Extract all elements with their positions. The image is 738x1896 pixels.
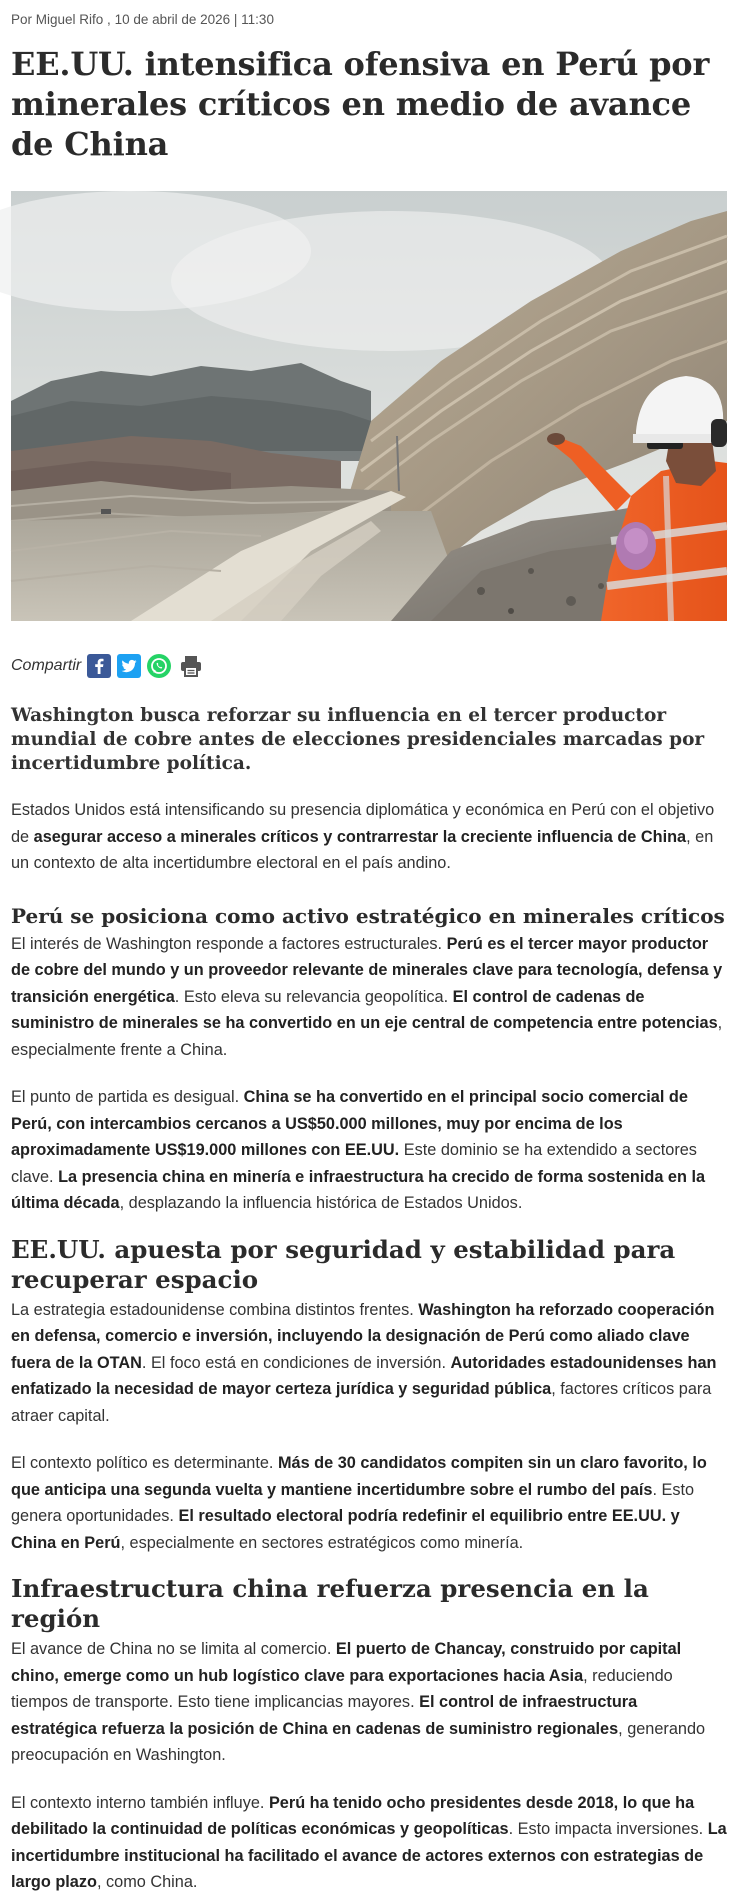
- share-bar: [11, 652, 727, 680]
- section2-paragraph-1: La estrategia estadounidense combina distintos frentes. Washington ha reforzado cooperación en defensa, comercio e inversión, incluyendo la designación de Perú como aliado clave fuera de la OTAN. El foco está en condiciones de inversión. Autoridades estadounidenses han enfatizado la necesidad de mayor certeza jurídica y seguridad pública, factores críticos para atraer capital.: [11, 1300, 717, 1425]
- byline-separator: ,: [103, 12, 115, 27]
- article-title: EE.UU. intensifica ofensiva en Perú por minerales críticos en medio de avance de China: [11, 45, 710, 163]
- print-icon[interactable]: [177, 654, 205, 678]
- article-summary: Washington busca reforzar su influencia en el tercer productor mundial de cobre antes de elecciones presidenciales marcadas por incertidumbre política.: [11, 705, 705, 774]
- intro-paragraph: Estados Unidos está intensificando su presencia diplomática y económica en Perú con el objetivo de asegurar acceso a minerales críticos y contrarrestar la creciente influencia de China, en un contexto de alta incertidumbre electoral en el país andino.: [11, 801, 715, 872]
- section2-paragraph-2: El contexto político es determinante. Más de 30 candidatos compiten sin un claro favorito, lo que anticipa una segunda vuelta y mantiene incertidumbre sobre el rumbo del país. Esto genera oportunidades. El resultado electoral podría redefinir el equilibrio entre EE.UU. y China en Perú, especialmente en sectores estratégicos como minería.: [11, 1454, 707, 1552]
- byline: [11, 0, 727, 29]
- hero-image: [11, 191, 727, 621]
- section-heading-minerales: Perú se posiciona como activo estratégico en minerales críticos: [11, 903, 725, 928]
- whatsapp-icon[interactable]: [147, 654, 171, 678]
- facebook-icon[interactable]: [87, 654, 111, 678]
- twitter-icon[interactable]: [117, 654, 141, 678]
- byline-author[interactable]: Por Miguel Rifo: [11, 12, 104, 27]
- section1-paragraph-2: El punto de partida es desigual. China se ha convertido en el principal socio comercial de Perú, con intercambios cercanos a US$50.000 millones, muy por encima de los aproximadamente US$19.000 millones con EE.UU. Este dominio se ha extendido a sectores clave. La presencia china en minería e infraestructura ha crecido de forma sostenida en la última década, desplazando la influencia histórica de Estados Unidos.: [11, 1088, 706, 1212]
- share-label: Compartir: [11, 657, 82, 674]
- section-heading-seguridad: EE.UU. apuesta por seguridad y estabilidad para recuperar espacio: [11, 1234, 676, 1294]
- section3-paragraph-1: El avance de China no se limita al comercio. El puerto de Chancay, construido por capital chino, emerge como un hub logístico clave para exportaciones hacia Asia, reduciendo tiempos de transporte. Esto tiene implicancias mayores. El control de infraestructura estratégica refuerza la posición de China en cadenas de suministro regionales, generando preocupación en Washington.: [11, 1640, 706, 1764]
- section-heading-infraestructura: Infraestructura china refuerza presencia en la región: [11, 1574, 649, 1633]
- section3-paragraph-2: El contexto interno también influye. Perú ha tenido ocho presidentes desde 2018, lo que ha debilitado la continuidad de políticas económicas y geopolíticas. Esto impacta inversiones. La incertidumbre institucional ha facilitado el avance de actores externos con estrategias de largo plazo, como China.: [11, 1793, 727, 1891]
- section1-paragraph-1: El interés de Washington responde a factores estructurales. Perú es el tercer mayor productor de cobre del mundo y un proveedor relevante de minerales clave para tecnología, defensa y transición energética. Esto eleva su relevancia geopolítica. El control de cadenas de suministro de minerales se ha convertido en un eje central de competencia entre potencias, especialmente frente a China.: [11, 934, 723, 1059]
- byline-datetime: 10 de abril de 2026 | 11:30: [114, 12, 274, 27]
